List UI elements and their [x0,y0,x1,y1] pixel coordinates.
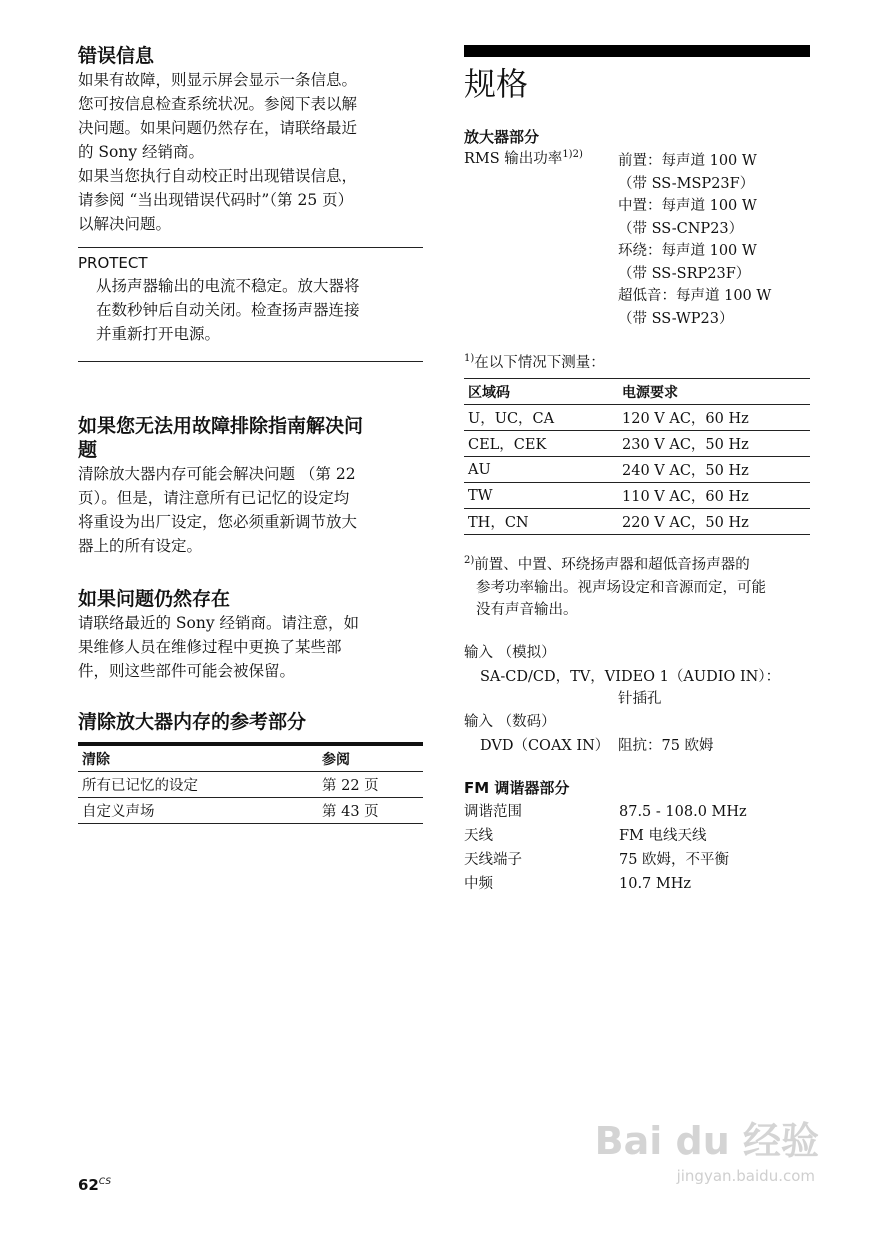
amp-section-title: 放大器部分 [464,128,540,146]
table-cell: 第 22 页 [322,778,379,794]
divider [78,247,423,248]
rms-value-line: （带 SS-CNP23） [618,220,744,237]
footnote-line: 没有声音输出。 [476,602,578,618]
rms-label-text: RMS 输出功率 [464,151,563,167]
text-line: 果维修人员在维修过程中更换了某些部 [78,638,342,656]
table-cell: 所有已记忆的设定 [82,778,198,794]
fm-specs [464,800,810,896]
column-header: 清除 [82,751,110,768]
column-header: 电源要求 [622,384,678,401]
footnote-line: $^{2)}$前置、中置、环绕扬声器和超低音扬声器的 [464,555,750,573]
table-cell: AU [468,461,491,478]
rms-value-line: 前置：每声道 100 W [618,153,757,169]
footnote-marker: 2) [464,555,475,567]
persists-title: 如果问题仍然存在 [78,588,231,610]
table-cell: 自定义声场 [82,804,155,820]
table-row [464,431,810,457]
table-row [464,405,810,431]
fm-section-title: FM 调谐器部分 [464,779,570,797]
rms-value-line: 中置：每声道 100 W [618,198,757,214]
input-digital-label: 输入 （数码） [464,714,556,730]
text-line: 从扬声器输出的电流不稳定。放大器将 [96,277,360,295]
text-line: 您可按信息检查系统状况。参阅下表以解 [78,95,358,113]
table-cell: TH，CN [468,515,529,531]
watermark-url: jingyan.baidu.com [676,1167,815,1185]
text-line: 页）。但是，请注意所有已记忆的设定均 [78,489,350,507]
persists-body [78,611,359,683]
table-row [78,798,423,824]
spec-row [464,848,810,872]
page-number [78,1176,111,1194]
spec-row [464,824,810,848]
spec-value: 87.5 - 108.0 MHz [619,804,747,820]
footnote-ref: 1)2) [562,149,583,161]
page-number-value: 62 [78,1176,99,1194]
spec-title: 规格 [464,65,529,103]
protect-term: PROTECT [78,254,148,272]
table-row [464,457,810,483]
clear-memory-title: 清除放大器内存的参考部分 [78,711,307,733]
text-line: 件，则这些部件可能会被保留。 [78,662,296,680]
watermark-brand: Bai du 经验 [594,1119,819,1163]
table-header-row [464,379,810,405]
page-number-suffix: CS [98,1177,112,1187]
rms-value-line: 超低音：每声道 100 W [618,288,772,304]
text-line: 将重设为出厂设定，您必须重新调节放大 [78,513,358,531]
rms-values [618,150,771,330]
spec-value: FM 电线天线 [619,828,707,844]
analog-line: SA-CD/CD，TV，VIDEO 1（AUDIO IN）： [480,669,781,685]
rms-value-line: 环绕：每声道 100 W [618,243,757,259]
digital-key: DVD（COAX IN） [480,738,610,754]
text-line: 并重新打开电源。 [96,325,221,343]
title-line: 题 [78,439,98,461]
text-line: 如果当您执行自动校正时出现错误信息， [78,167,358,185]
spec-key: 天线 [464,828,493,844]
table-cell: CEL，CEK [468,437,547,453]
text-line: 在数秒钟后自动关闭。检查扬声器连接 [96,301,360,319]
spec-key: 调谐范围 [464,804,522,820]
digital-value: 阻抗：75 欧姆 [618,738,714,754]
footnote-1 [464,352,605,374]
spec-row [464,800,810,824]
clear-memory-table [78,742,423,824]
rms-value-line: （带 SS-MSP23F） [618,175,755,192]
column-header: 区域码 [468,384,510,401]
table-cell: U，UC，CA [468,411,555,427]
protect-body [96,274,360,346]
rms-value-line: （带 SS-SRP23F） [618,265,751,282]
footnote-line: 参考功率输出。视声场设定和音源而定，可能 [476,579,766,596]
table-row [464,483,810,509]
divider [78,361,423,362]
rms-value-line: （带 SS-WP23） [618,310,734,327]
cannot-solve-body [78,462,357,558]
analog-value: 针插孔 [618,691,662,707]
text-line: 如果有故障，则显示屏会显示一条信息。 [78,71,358,89]
text-line: 的 Sony 经销商。 [78,143,205,161]
footnote-2 [464,554,810,622]
table-row [464,509,810,535]
spec-key: 中频 [464,876,493,892]
text-line: 请联络最近的 Sony 经销商。请注意，如 [78,614,360,632]
spec-value: 75 欧姆，不平衡 [619,852,730,868]
text-line: 以解决问题。 [78,215,172,233]
cannot-solve-title [78,414,423,462]
text-line: 器上的所有设定。 [78,537,203,555]
spec-top-bar [464,45,810,57]
column-header: 参阅 [322,751,350,768]
rms-label [464,148,583,170]
table-cell: 220 V AC，50 Hz [622,515,749,531]
table-header-row [78,744,423,772]
table-cell: 第 43 页 [322,804,379,820]
spec-row [464,872,810,896]
text-line: 清除放大器内存可能会解决问题 （第 22 [78,465,356,483]
footnote-marker: 1) [464,353,475,365]
input-analog-label: 输入 （模拟） [464,645,556,661]
spec-key: 天线端子 [464,852,522,868]
table-row [78,772,423,798]
footnote-text: 在以下情况下测量： [474,355,605,371]
table-cell: TW [468,487,493,504]
baidu-watermark [594,1105,819,1200]
error-info-body [78,68,357,236]
spec-value: 10.7 MHz [619,876,692,892]
table-cell: 240 V AC，50 Hz [622,463,749,479]
table-cell: 110 V AC，60 Hz [622,489,749,505]
text-line: 决问题。如果问题仍然存在，请联络最近 [78,119,358,137]
text-line: 请参阅 “当出现错误代码时”（第 25 页） [78,191,354,209]
error-info-title: 错误信息 [78,45,155,67]
table-cell: 120 V AC，60 Hz [622,411,749,427]
region-table [464,378,810,535]
title-line: 如果您无法用故障排除指南解决问 [78,415,364,437]
table-cell: 230 V AC，50 Hz [622,437,749,453]
